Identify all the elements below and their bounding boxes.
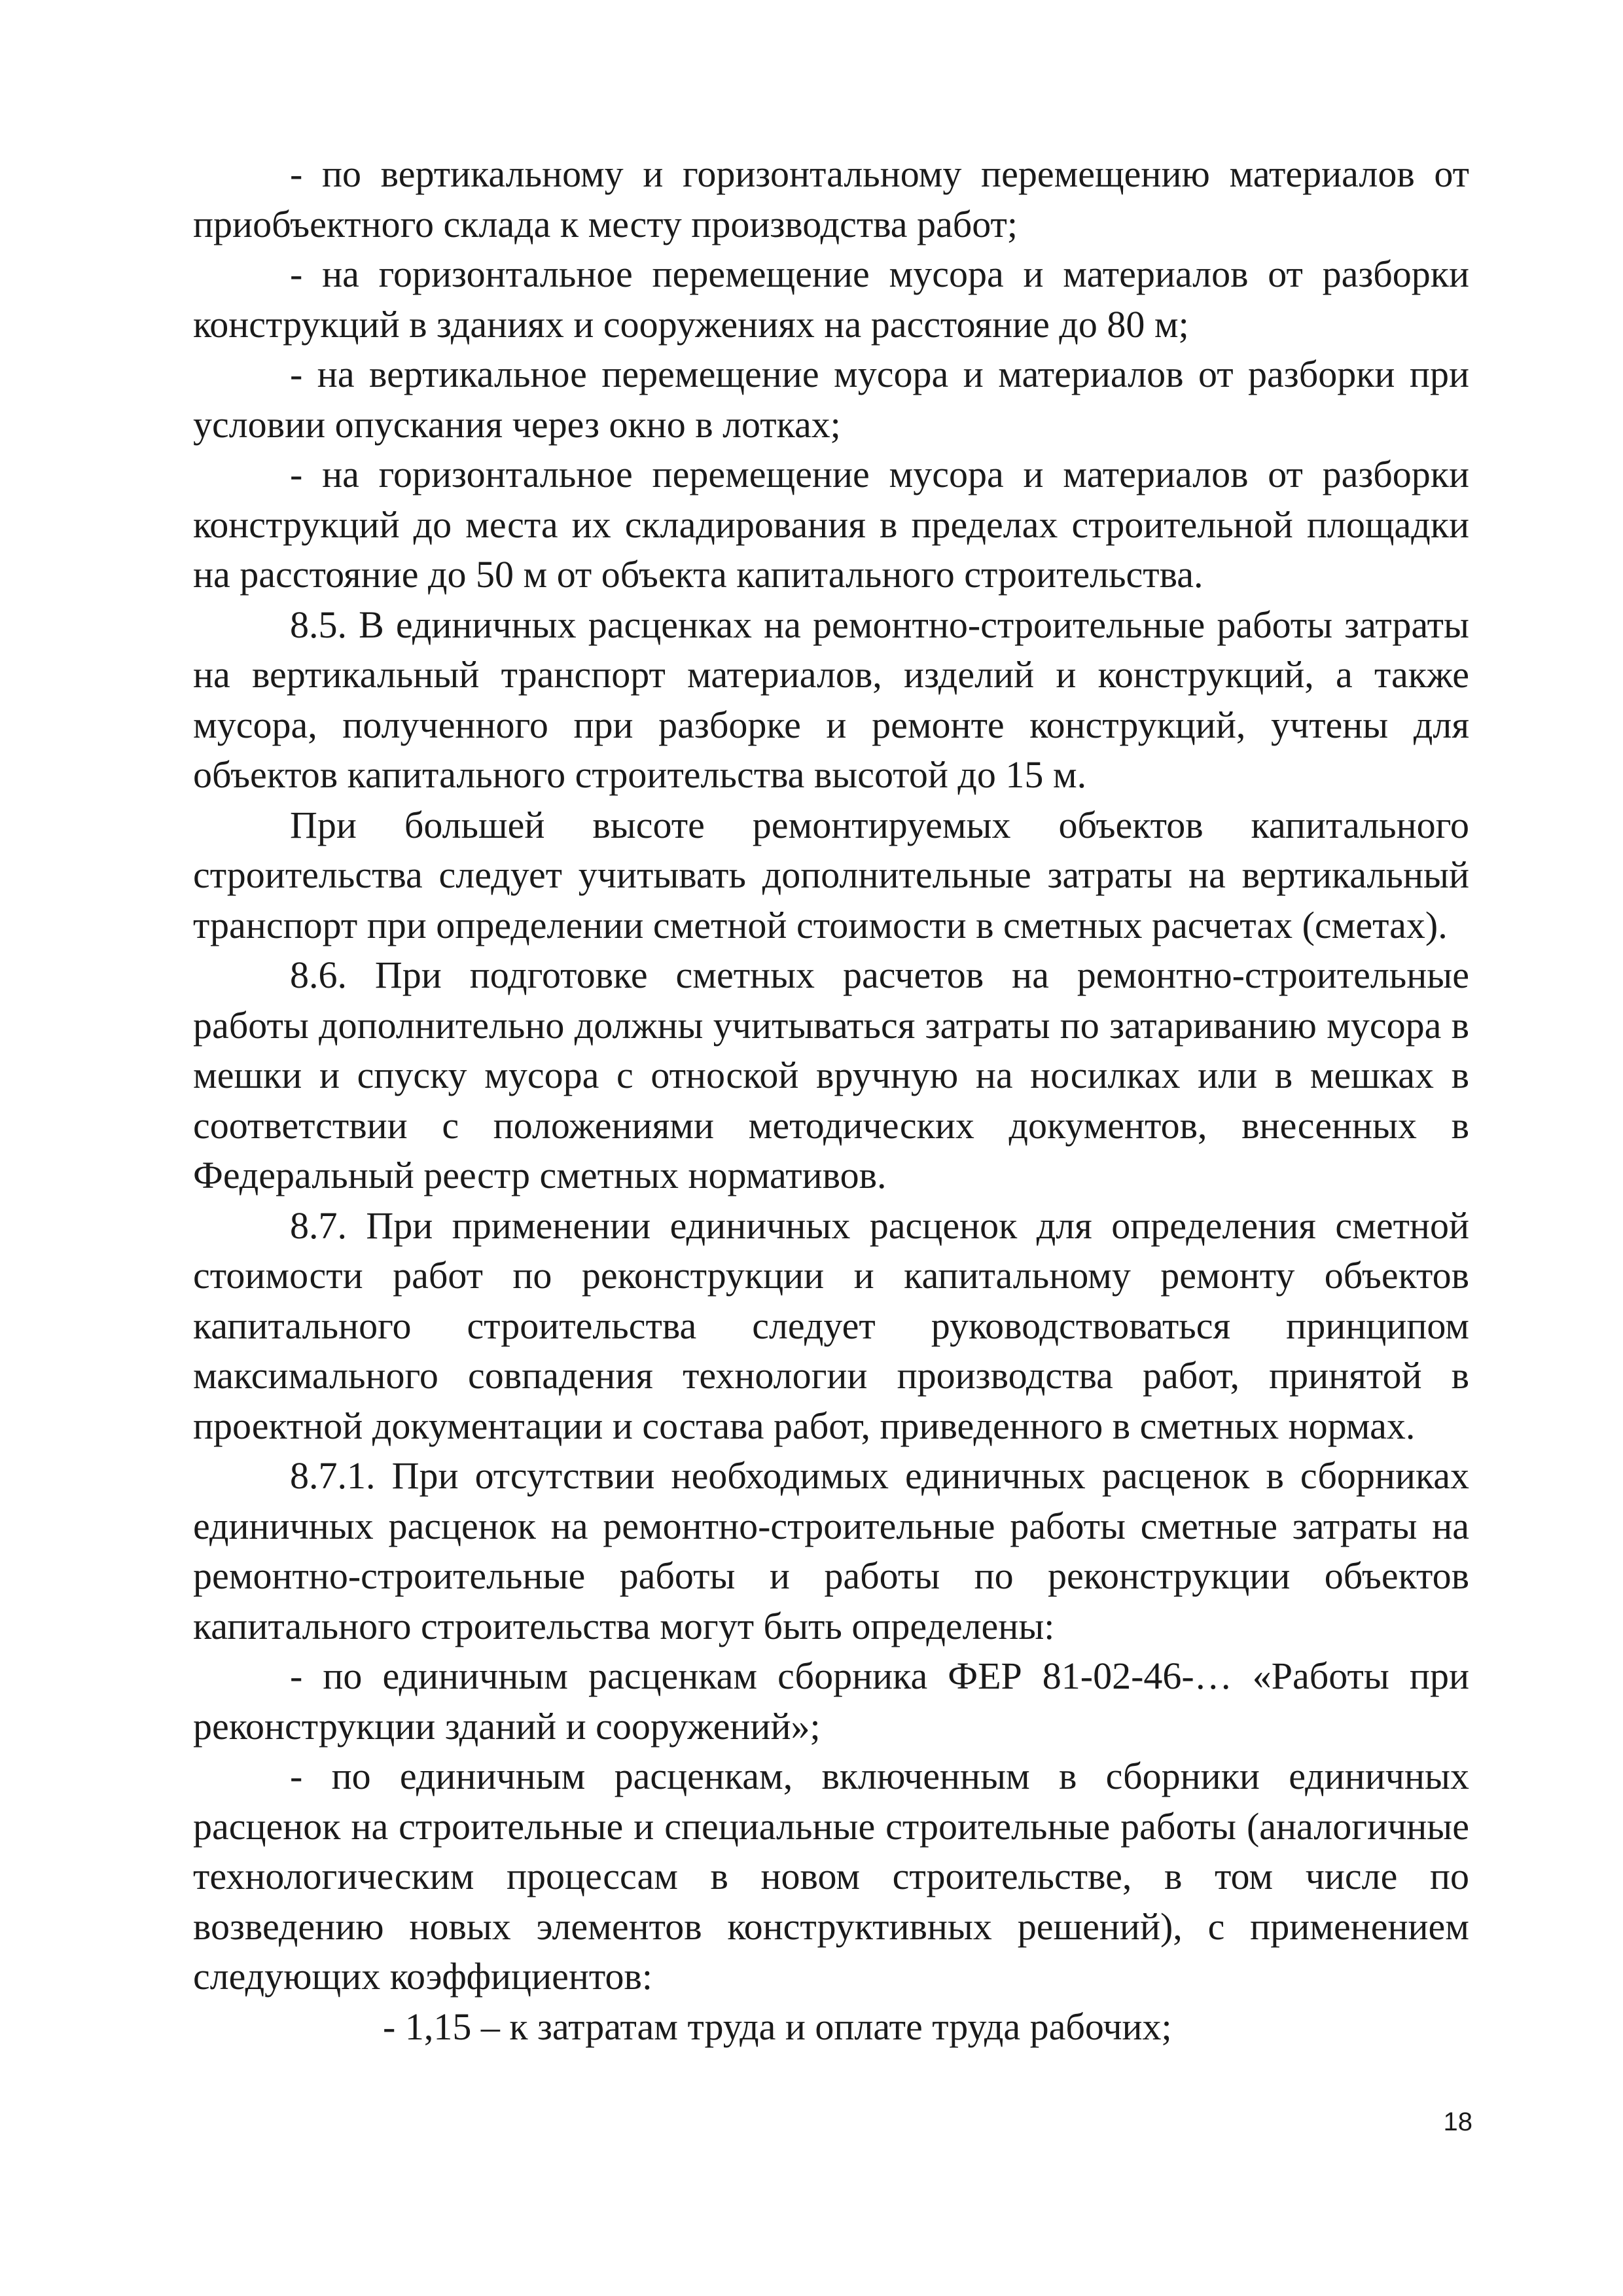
paragraph-vertical-debris-trays: - на вертикальное перемещение мусора и материалов от разборки при условии опускания через окно в лотках; xyxy=(193,353,1469,446)
paragraph-coefficient-1-15: - 1,15 – к затратам труда и оплате труда рабочих; xyxy=(383,2005,1172,2048)
paragraph-horizontal-debris-50m: - на горизонтальное перемещение мусора и материалов от разборки конструкций до места их складирования в пределах строительной площадки на расстояние до 50 м от объекта капитального строительства. xyxy=(193,453,1469,596)
paragraph-vertical-horizontal-moving: - по вертикальному и горизонтальному перемещению материалов от приобъектного склада к месту производства работ; xyxy=(193,152,1469,245)
body-text xyxy=(193,149,1469,2052)
paragraph-horizontal-debris-80m: - на горизонтальное перемещение мусора и материалов от разборки конструкций в зданиях и сооружениях на расстояние до 80 м; xyxy=(193,253,1469,346)
paragraph-unit-rates-coefficients: - по единичным расценкам, включенным в сборники единичных расценок на строительные и специальные строительные работы (аналогичные технологическим процессам в новом строительстве, в том числе по возведению новых элементов конструктивных решений), с применением следующих коэффициентов: xyxy=(193,1755,1469,1998)
paragraph-8-5: 8.5. В единичных расценках на ремонтно-строительные работы затраты на вертикальный транспорт материалов, изделий и конструкций, а также мусора, полученного при разборке и ремонте конструкций, учтены для объектов капитального строительства высотой до 15 м. xyxy=(193,603,1469,796)
paragraph-fer-81-02-46: - по единичным расценкам сборника ФЕР 81-02-46-… «Работы при реконструкции зданий и сооружений»; xyxy=(193,1655,1469,1748)
paragraph-8-6: 8.6. При подготовке сметных расчетов на ремонтно-строительные работы дополнительно должны учитываться затраты по затариванию мусора в мешки и спуску мусора с отноской вручную на носилках или в мешках в соответствии с положениями методических документов, внесенных в Федеральный реестр сметных нормативов. xyxy=(193,954,1469,1196)
page-number: 18 xyxy=(1443,2108,1472,2136)
paragraph-8-7: 8.7. При применении единичных расценок для определения сметной стоимости работ по реконструкции и капитальному ремонту объектов капитального строительства следует руководствоваться принципом максимального совпадения технологии производства работ, принятой в проектной документации и состава работ, приведенного в сметных нормах. xyxy=(193,1204,1469,1447)
paragraph-8-7-1: 8.7.1. При отсутствии необходимых единичных расценок в сборниках единичных расценок на ремонтно-строительные работы сметные затраты на ремонтно-строительные работы и работы по реконструкции объектов капитального строительства могут быть определены: xyxy=(193,1454,1469,1647)
paragraph-greater-height: При большей высоте ремонтируемых объектов капитального строительства следует учитывать дополнительные затраты на вертикальный транспорт при определении сметной стоимости в сметных расчетах (сметах). xyxy=(193,803,1469,946)
